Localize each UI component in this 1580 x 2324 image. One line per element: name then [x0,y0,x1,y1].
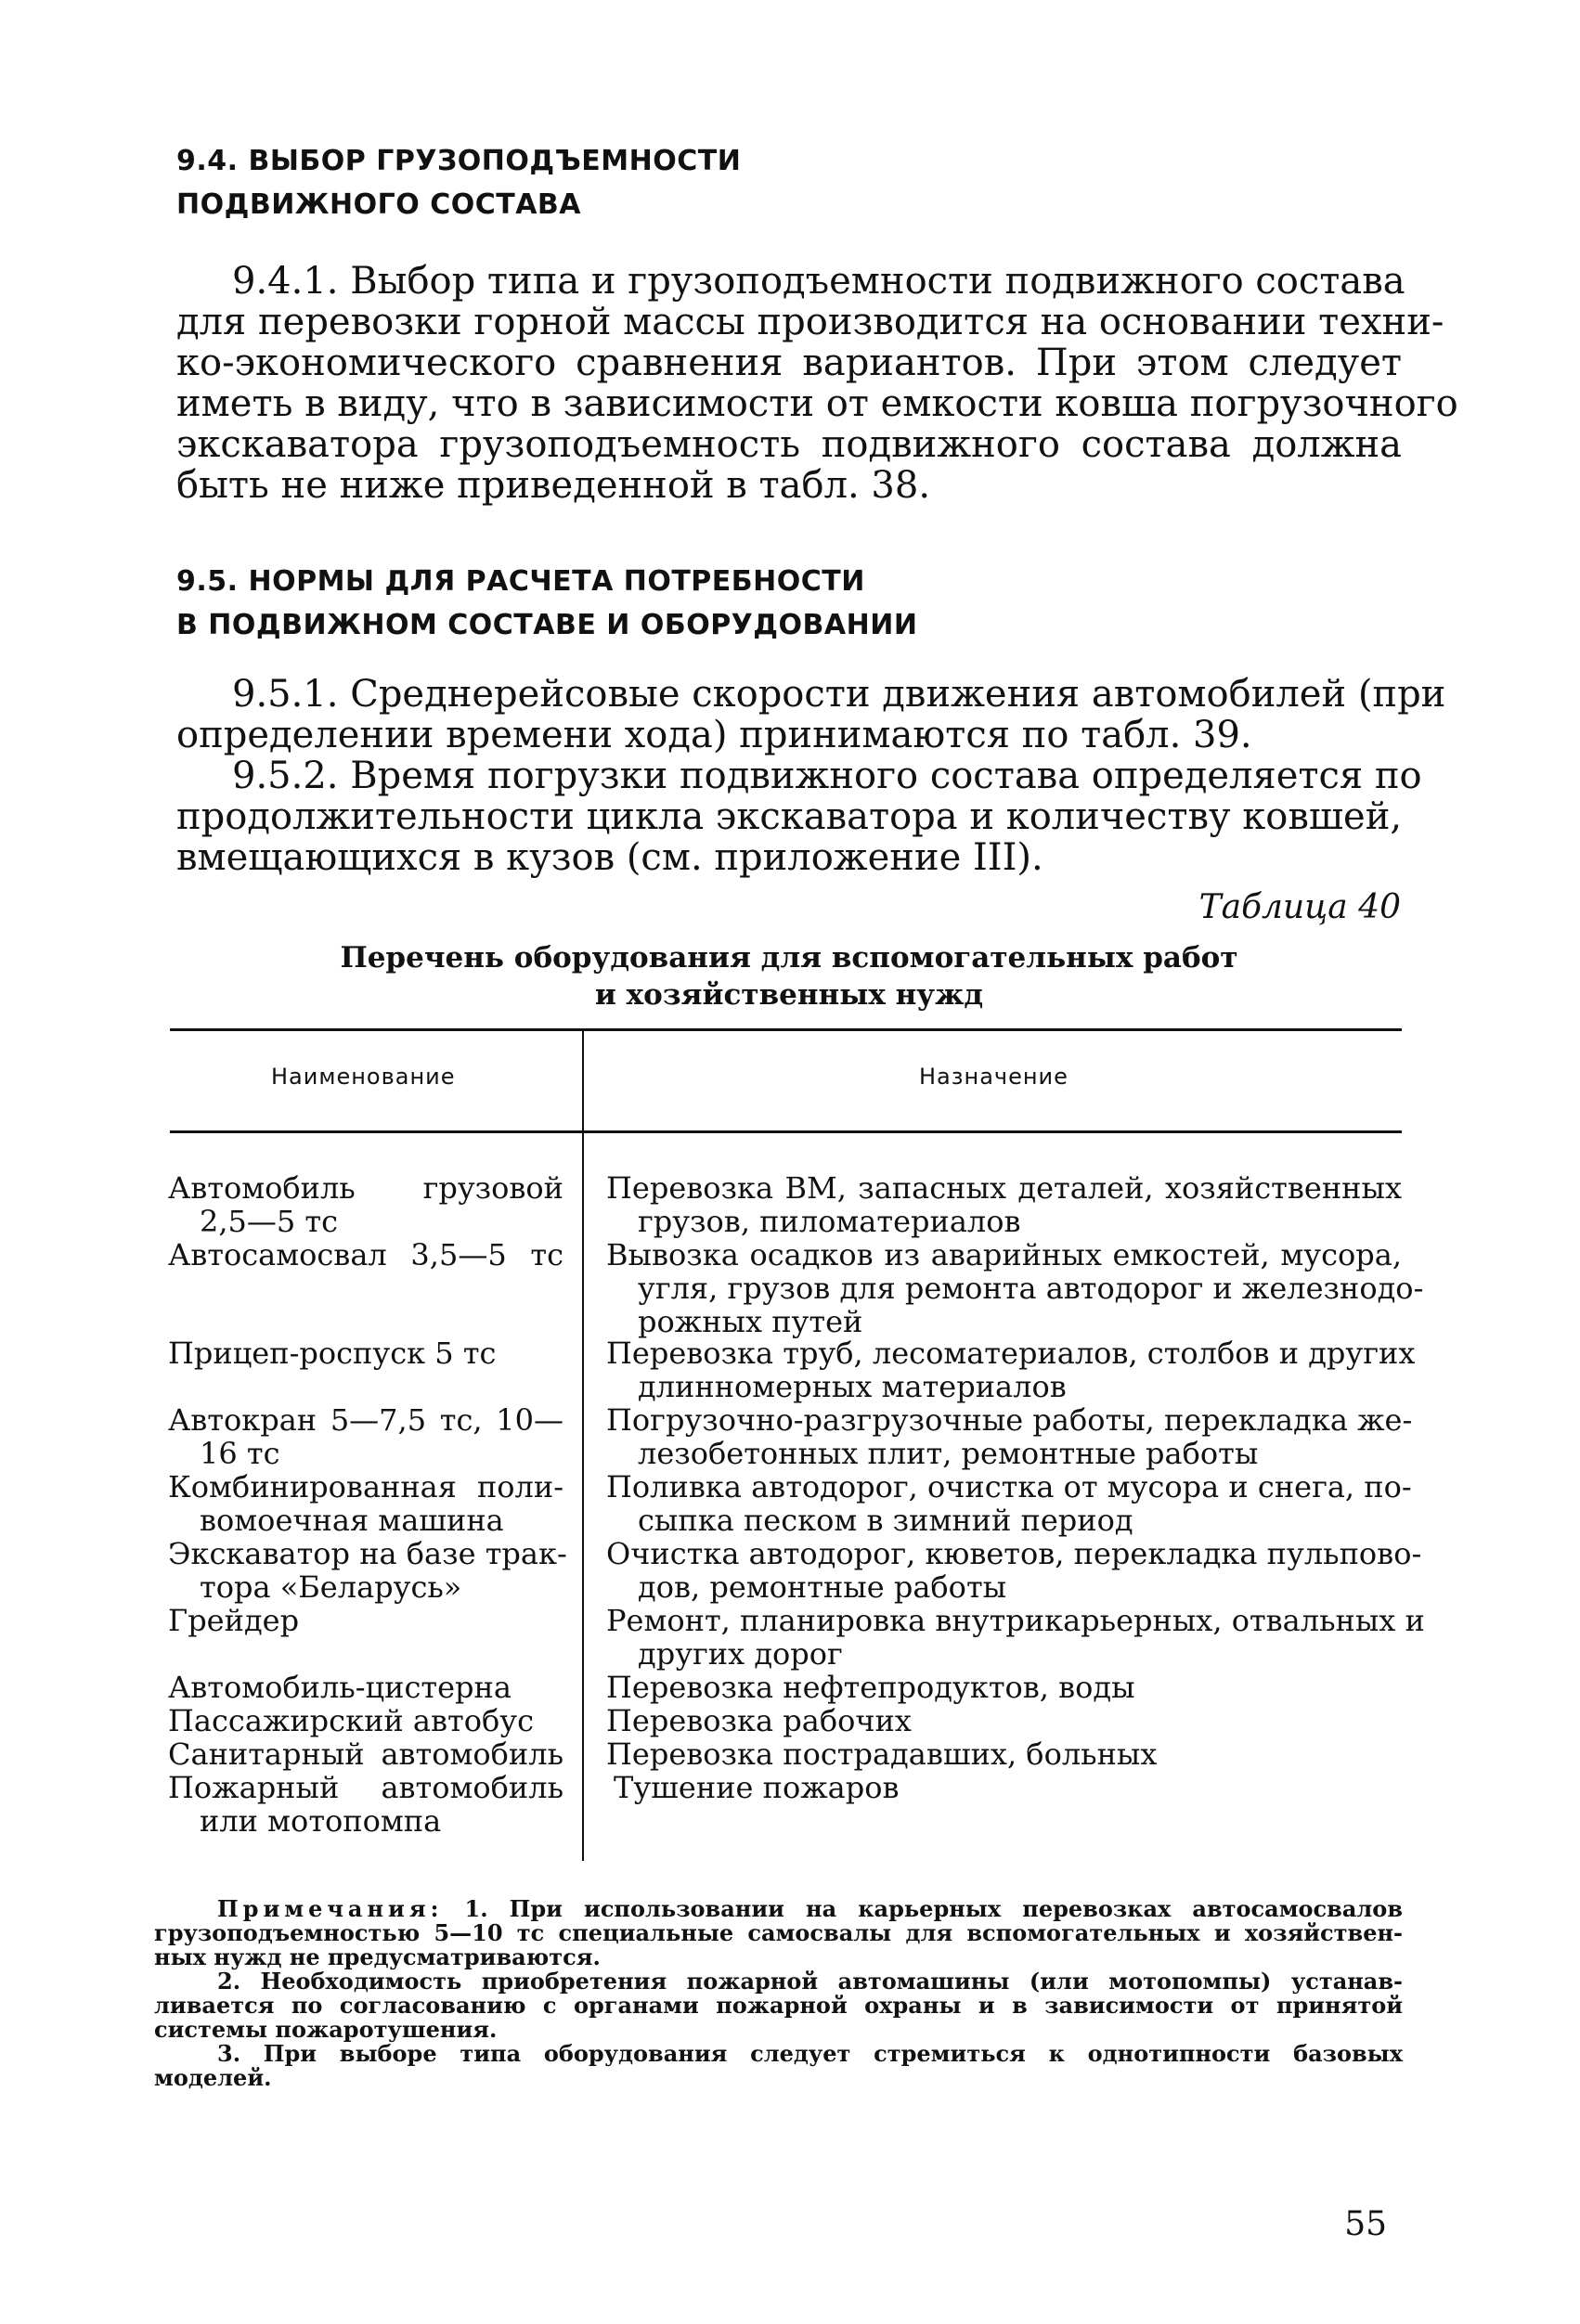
table-cell-purpose: Перевозка пострадавших, больных [606,1737,1158,1772]
table-cell-purpose: Вывозка осадков из аварийных емкостей, мусора, угля, грузов для ремонта автодорог и железнодо- рожных путей [606,1237,1424,1339]
table-cell-purpose: Ремонт, планировка внутрикарьерных, отвальных и других дорог [606,1603,1425,1672]
table-column-divider [582,1030,584,1861]
paragraph-9-5-2: 9.5.2. Время погрузки подвижного состава определяется по продолжительности цикла экскаватора и количеству ковшей, вмещающихся в кузов (см. приложение III). [176,755,1422,879]
table-cell-purpose: Тушение пожаров [614,1770,900,1805]
section-heading-9-4: 9.4. ВЫБОР ГРУЗОПОДЪЕМНОСТИ ПОДВИЖНОГО СОСТАВА [176,145,742,221]
table-cell-name: Санитарный автомобиль [168,1737,563,1772]
table-cell-name: Автомобиль грузовой 2,5—5 тс [168,1170,563,1239]
table-header-name: Наименование [271,1064,456,1090]
table-cell-purpose: Перевозка нефтепродуктов, воды [606,1670,1135,1705]
table-cell-name: Автосамосвал 3,5—5 тс [168,1237,563,1272]
table-cell-name: Комбинированная поли- вомоечная машина [168,1469,563,1538]
table-cell-name: Грейдер [168,1603,300,1638]
paragraph-9-5-1: 9.5.1. Среднерейсовые скорости движения автомобилей (при определении времени хода) принимаются по табл. 39. [176,673,1446,756]
table-cell-purpose: Очистка автодорог, кюветов, перекладка пульпово- дов, ремонтные работы [606,1536,1422,1605]
table-header-rule [170,1130,1402,1133]
table-cell-purpose: Поливка автодорог, очистка от мусора и снега, по- сыпка песком в зимний период [606,1469,1412,1538]
page-number: 55 [1344,2205,1387,2243]
table-header-purpose: Назначение [919,1064,1068,1090]
paragraph-9-4-1: 9.4.1. Выбор типа и грузоподъемности подвижного состава для перевозки горной массы производится на основании техни- ко-экономического сравнения вариантов. При этом следует иметь в виду, что в зависимости от емкости ковша погрузочного экскаватора грузоподъемность подвижного состава должна быть не ниже приведенной в табл. 38. [176,260,1458,507]
table-cell-purpose: Погрузочно-разгрузочные работы, перекладка же- лезобетонных плит, ремонтные работы [606,1402,1413,1471]
table-notes: Примечания: 1. При использовании на карьерных перевозках автосамосвалов грузоподъемностью 5—10 тс специальные самосвалы для вспомогательных и хозяйствен- ных нужд не предусматриваются. 2. Необходимость приобретения пожарной автомашины (или мотопомпы) устанав- ливается по согласованию с органами пожарной охраны и в зависимости от принятой системы пожаротушения. 3. При выборе типа оборудования следует стремиться к однотипности базовых моделей. [154,1895,1403,2091]
table-cell-purpose: Перевозка ВМ, запасных деталей, хозяйственных грузов, пиломатериалов [606,1170,1402,1239]
table-cell-name: Пассажирский автобус [168,1703,534,1738]
table-label: Таблица 40 [1198,888,1401,926]
table-top-rule [170,1028,1402,1031]
table-cell-name: Автокран 5—7,5 тс, 10— 16 тс [168,1402,563,1471]
table-cell-name: Экскаватор на базе трак- тора «Беларусь» [168,1536,567,1605]
table-cell-name: Пожарный автомобиль или мотопомпа [168,1770,563,1839]
table-cell-purpose: Перевозка труб, лесоматериалов, столбов и других длинномерных материалов [606,1336,1416,1404]
table-cell-purpose: Перевозка рабочих [606,1703,912,1738]
table-cell-name: Автомобиль-цистерна [168,1670,512,1705]
section-heading-9-5: 9.5. НОРМЫ ДЛЯ РАСЧЕТА ПОТРЕБНОСТИ В ПОДВИЖНОМ СОСТАВЕ И ОБОРУДОВАНИИ [176,565,918,641]
table-title: Перечень оборудования для вспомогательных работ и хозяйственных нужд [340,941,1238,1012]
table-cell-name: Прицеп-роспуск 5 тс [168,1336,497,1371]
note-line: Примечания: 1. При использовании на карьерных перевозках автосамосвалов [217,1895,1403,1922]
